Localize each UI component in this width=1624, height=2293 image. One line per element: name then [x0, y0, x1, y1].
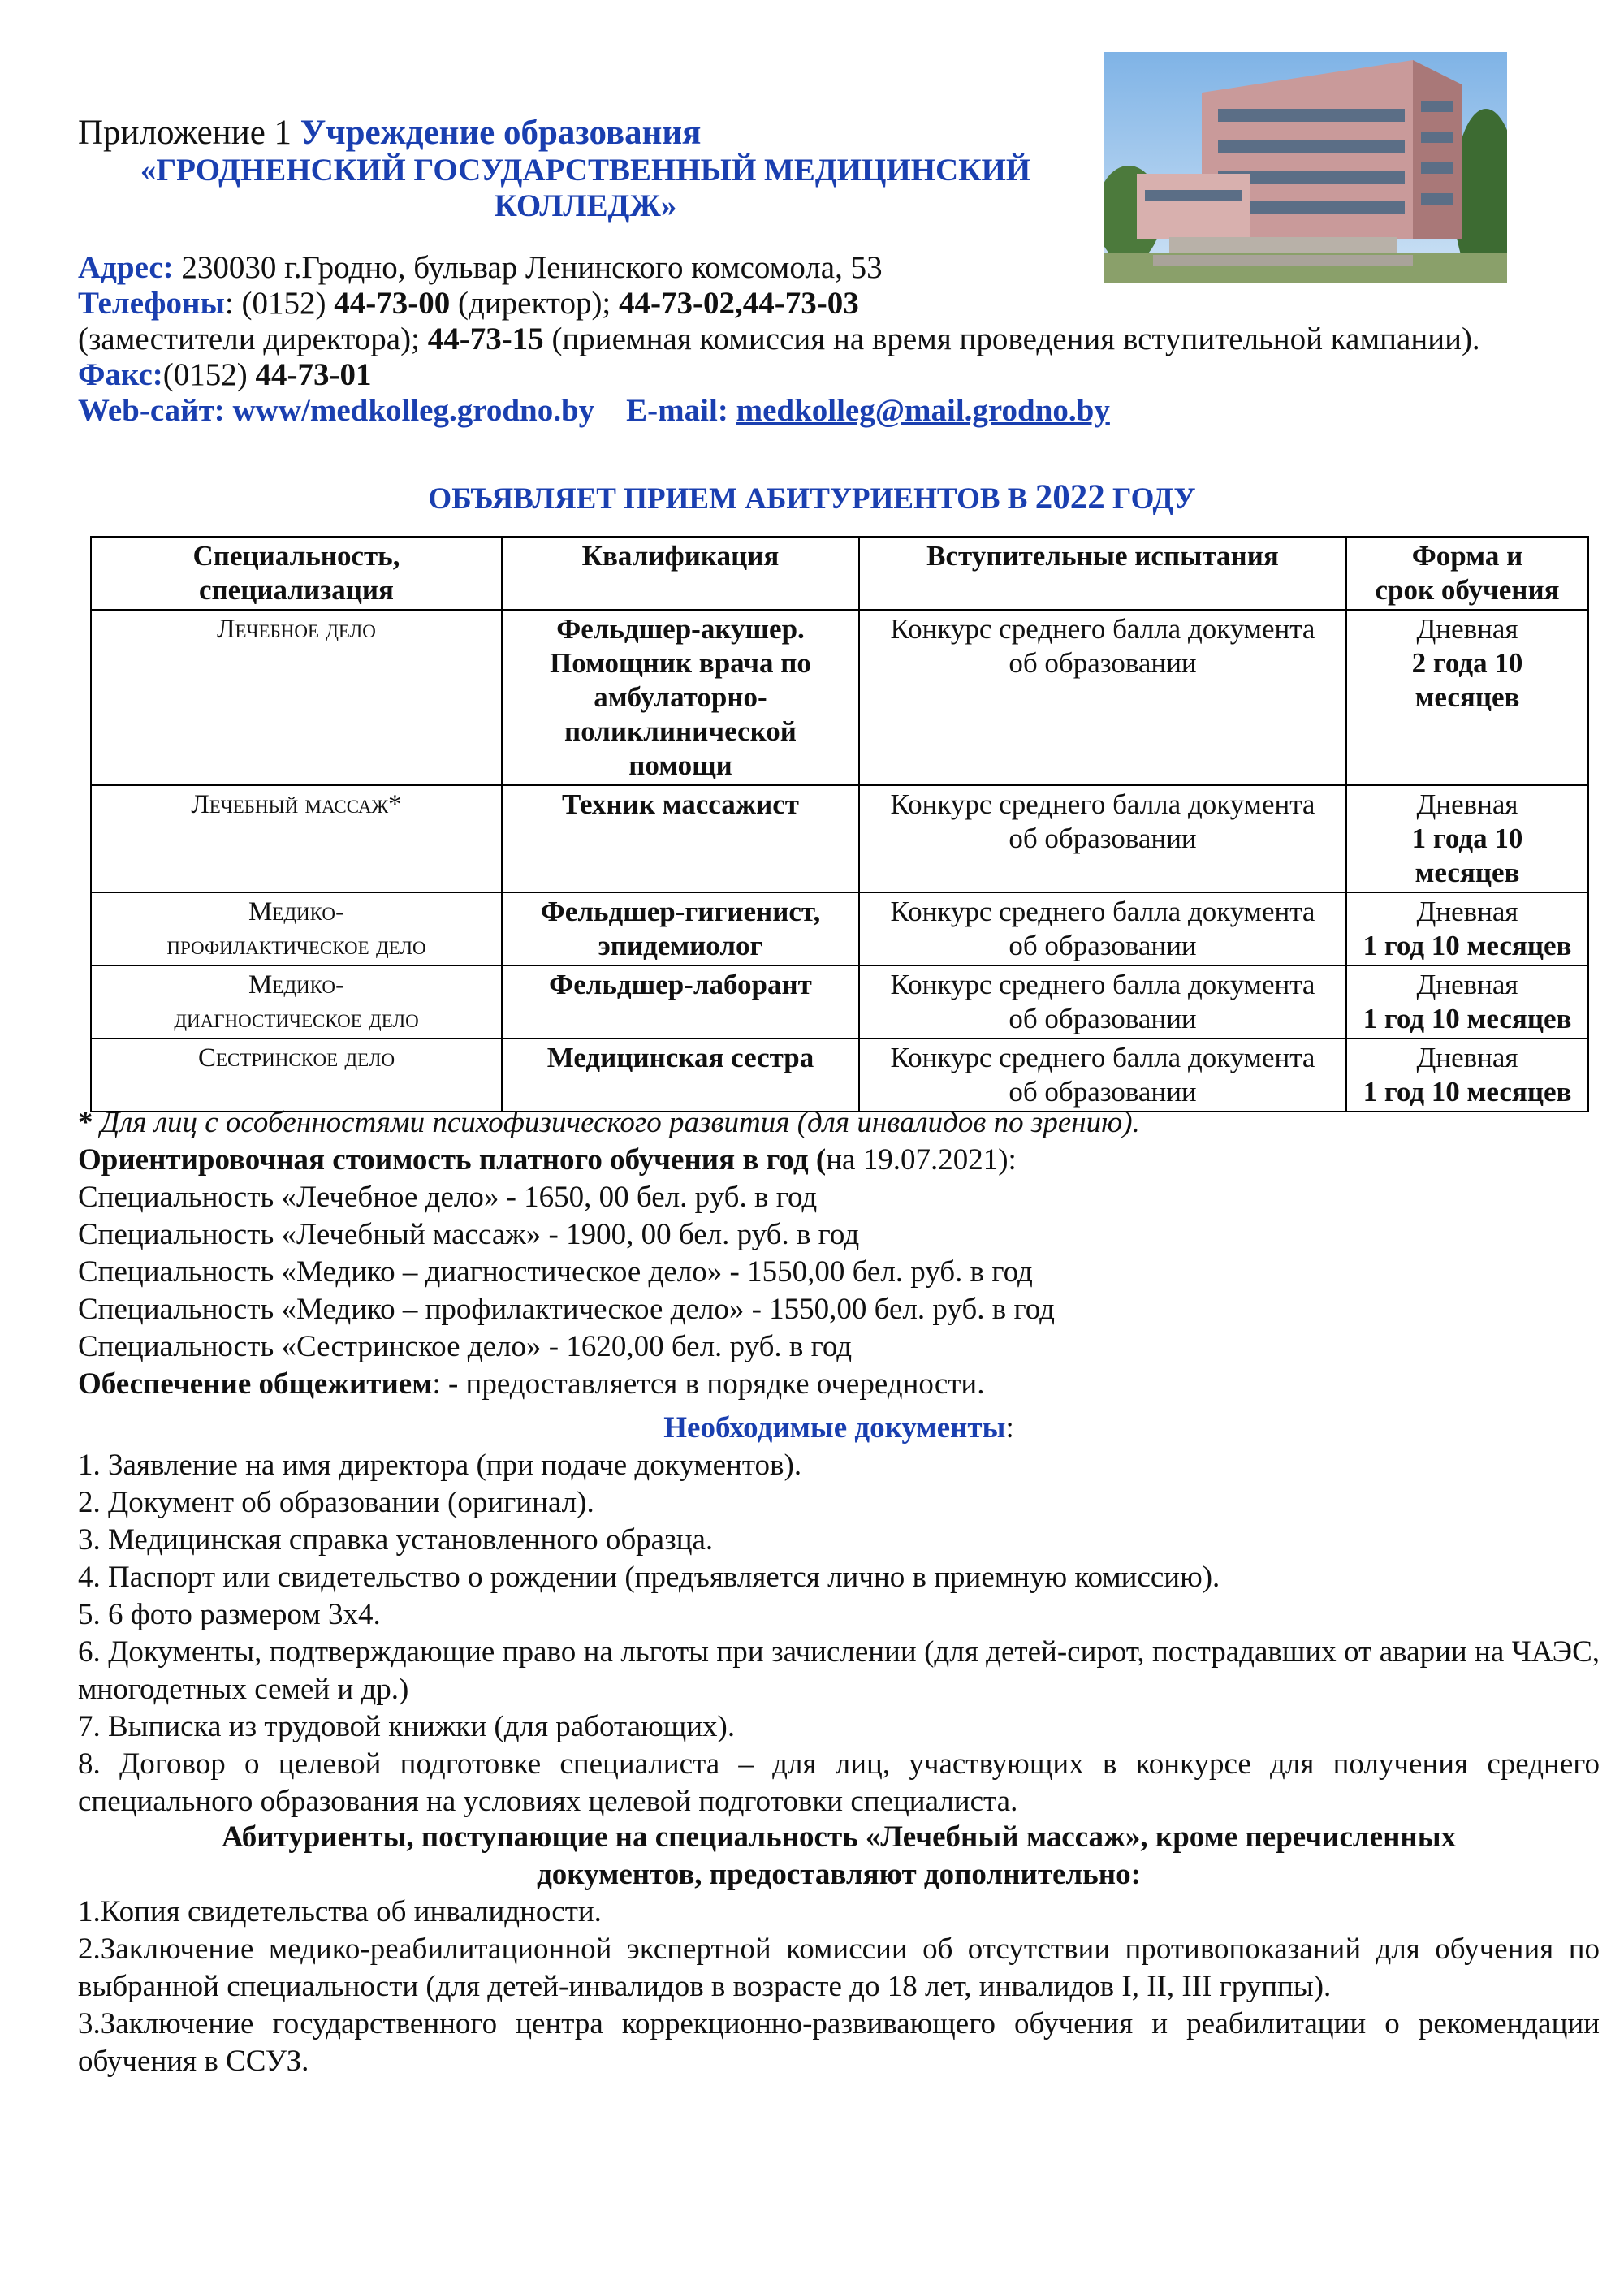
email-label: E-mail:	[626, 393, 736, 428]
cell-form	[1346, 785, 1588, 892]
email-link[interactable]: medkolleg@mail.grodno.by	[736, 393, 1110, 428]
header-form-line1: Форма и	[1411, 540, 1523, 572]
specialty-line1: Медико-	[248, 897, 345, 926]
announcement	[0, 477, 1624, 517]
contacts	[78, 250, 1588, 429]
duration-line: 1 года 10	[1411, 823, 1523, 854]
cell-exams	[859, 1039, 1346, 1112]
form-label: Дневная	[1416, 788, 1518, 820]
deputies-note: (заместители директора);	[78, 322, 428, 356]
duration-line: 1 год 10 месяцев	[1363, 1076, 1572, 1108]
cost-item: Специальность «Лечебный массаж» - 1900, 00 бел. руб. в год	[78, 1218, 860, 1251]
form-label: Дневная	[1416, 613, 1518, 645]
dorm-line	[78, 1366, 1600, 1403]
cost-item: Специальность «Лечебное дело» - 1650, 00 бел. руб. в год	[78, 1181, 818, 1214]
duration-line: 1 год 10 месяцев	[1363, 930, 1572, 961]
qualification-line: Техник массажист	[562, 788, 799, 820]
specialty-line1: Лечебное дело	[217, 615, 376, 644]
phone-director-note: (директор);	[450, 286, 620, 321]
website-label: Web-сайт:	[78, 393, 233, 428]
document-item: 6. Документы, подтверждающие право на льготы при зачислении (для детей-сирот, пострадавших от аварии на ЧАЭС, многодетных семей и др.)	[78, 1635, 1600, 1706]
duration-line: 2 года 10	[1411, 647, 1523, 679]
exam-line1: Конкурс среднего балла документа	[890, 969, 1315, 1000]
footnote	[78, 1104, 1600, 1142]
document-item: 7. Выписка из трудовой книжки (для работающих).	[78, 1710, 736, 1743]
phone-director: 44-73-00	[334, 286, 451, 321]
exam-line2: об образовании	[1009, 1076, 1197, 1108]
additional-item: 1.Копия свидетельства об инвалидности.	[78, 1895, 602, 1928]
header-form	[1346, 537, 1588, 610]
cell-form	[1346, 1039, 1588, 1112]
exam-line2: об образовании	[1009, 647, 1197, 679]
duration-line: месяцев	[1415, 681, 1520, 713]
specialty-line1: Сестринское дело	[197, 1043, 395, 1073]
header-qualification: Квалификация	[502, 537, 859, 610]
announcement-suffix: ГОДУ	[1104, 482, 1196, 516]
exam-line2: об образовании	[1009, 1003, 1197, 1034]
admission-note: (приемная комиссия на время проведения вступительной кампании).	[543, 322, 1480, 356]
form-label: Дневная	[1416, 1042, 1518, 1073]
document-item: 5. 6 фото размером 3х4.	[78, 1598, 381, 1631]
address-label: Адрес:	[78, 250, 174, 285]
address-line	[78, 250, 1588, 286]
web-line	[78, 393, 1588, 429]
header-specialty-line1: Специальность,	[192, 540, 400, 572]
college-name-line2: КОЛЛЕДЖ»	[494, 188, 677, 223]
documents-colon: :	[1005, 1411, 1014, 1444]
duration-line: месяцев	[1415, 857, 1520, 888]
cell-form	[1346, 965, 1588, 1039]
college-name-line1: «ГРОДНЕНСКИЙ ГОСУДАРСТВЕННЫЙ МЕДИЦИНСКИЙ	[140, 153, 1031, 188]
dorm-label: Обеспечение общежитием	[78, 1367, 433, 1401]
costs-section	[78, 1142, 1600, 1403]
additional-title-2: документов, предоставляют дополнительно:	[537, 1858, 1141, 1891]
header	[78, 114, 1093, 224]
exam-line2: об образовании	[1009, 930, 1197, 961]
cost-item: Специальность «Медико – диагностическое дело» - 1550,00 бел. руб. в год	[78, 1255, 1033, 1289]
form-label: Дневная	[1416, 896, 1518, 927]
exam-line2: об образовании	[1009, 823, 1197, 854]
footnote-text: Для лиц с особенностями психофизического развития (для инвалидов по зрению).	[93, 1106, 1140, 1139]
cost-item: Специальность «Сестринское дело» - 1620,00 бел. руб. в год	[78, 1330, 853, 1363]
table-row	[91, 610, 1588, 785]
phone-deputies: 44-73-02,44-73-03	[619, 286, 859, 321]
cell-exams	[859, 892, 1346, 965]
documents-title: Необходимые документы	[663, 1411, 1006, 1444]
documents-title-line	[78, 1410, 1600, 1447]
phones-prefix: : (0152)	[224, 286, 335, 321]
document-item: 4. Паспорт или свидетельство о рождении (предъявляется лично в приемную комиссию).	[78, 1561, 1220, 1594]
table-row	[91, 965, 1588, 1039]
specialty-line1: Медико-	[248, 970, 345, 1000]
address-value: 230030 г.Гродно, бульвар Ленинского комсомола, 53	[173, 250, 883, 285]
cost-item: Специальность «Медико – профилактическое дело» - 1550,00 бел. руб. в год	[78, 1293, 1055, 1326]
cell-exams	[859, 610, 1346, 785]
cell-qualification	[502, 1039, 859, 1112]
fax-prefix: (0152)	[162, 357, 256, 392]
cell-exams	[859, 785, 1346, 892]
title-line	[78, 114, 1093, 153]
phones-label: Телефоны	[78, 286, 225, 321]
documents-section	[78, 1410, 1600, 1820]
qualification-line: Помощник врача по	[550, 647, 811, 679]
costs-title-line	[78, 1142, 1600, 1179]
qualification-line: эпидемиолог	[598, 930, 763, 961]
form-label: Дневная	[1416, 969, 1518, 1000]
duration-line: 1 год 10 месяцев	[1363, 1003, 1572, 1034]
exam-line1: Конкурс среднего балла документа	[890, 613, 1315, 645]
institution-label: Учреждение образования	[300, 114, 702, 152]
cell-specialty	[91, 892, 502, 965]
qualification-line: амбулаторно-	[594, 681, 767, 713]
cell-qualification	[502, 892, 859, 965]
qualification-line: Фельдшер-лаборант	[549, 969, 812, 1000]
fax-line	[78, 357, 1588, 393]
footnote-star: *	[78, 1106, 93, 1139]
college-building-photo	[1104, 52, 1507, 283]
cell-specialty	[91, 610, 502, 785]
additional-section	[78, 1819, 1600, 2080]
cell-specialty	[91, 965, 502, 1039]
header-exams: Вступительные испытания	[859, 537, 1346, 610]
exam-line1: Конкурс среднего балла документа	[890, 1042, 1315, 1073]
website-link[interactable]: www/medkolleg.grodno.by	[232, 393, 595, 428]
document-item: 3. Медицинская справка установленного образца.	[78, 1523, 714, 1557]
additional-title-1: Абитуриенты, поступающие на специальность «Лечебный массаж», кроме перечисленных	[221, 1820, 1457, 1854]
cell-exams	[859, 965, 1346, 1039]
cell-specialty	[91, 785, 502, 892]
additional-item: 2.Заключение медико-реабилитационной экспертной комиссии об отсутствии противопоказаний для обучения по выбранной специальности (для детей-инвалидов в возрасте до 18 лет, инвалидов I, II, III группы).	[78, 1932, 1600, 2003]
cell-qualification	[502, 785, 859, 892]
phone-admission: 44-73-15	[427, 322, 544, 356]
document-item: 1. Заявление на имя директора (при подаче документов).	[78, 1449, 802, 1482]
costs-date: на 19.07.2021):	[826, 1143, 1017, 1177]
cell-qualification	[502, 610, 859, 785]
dorm-text: : - предоставляется в порядке очередности.	[432, 1367, 985, 1401]
table-row	[91, 892, 1588, 965]
cell-qualification	[502, 965, 859, 1039]
specialty-line1: Лечебный массаж*	[191, 790, 402, 819]
qualification-line: Медицинская сестра	[546, 1042, 814, 1073]
specialties-table	[90, 536, 1589, 1112]
qualification-line: поликлинической	[564, 715, 797, 747]
additional-item: 3.Заключение государственного центра коррекционно-развивающего обучения и реабилитации о рекомендации обучения в ССУЗ.	[78, 2007, 1600, 2078]
cell-form	[1346, 892, 1588, 965]
cell-specialty	[91, 1039, 502, 1112]
table-row	[91, 1039, 1588, 1112]
qualification-line: Фельдшер-гигиенист,	[540, 896, 821, 927]
appendix-label: Приложение 1	[78, 114, 292, 152]
fax-label: Факс:	[78, 357, 163, 392]
header-form-line2: срок обучения	[1375, 574, 1560, 606]
announcement-text: ОБЪЯВЛЯЕТ ПРИЕМ АБИТУРИЕНТОВ В	[428, 482, 1035, 516]
exam-line1: Конкурс среднего балла документа	[890, 788, 1315, 820]
announcement-year: 2022	[1034, 478, 1105, 516]
header-specialty	[91, 537, 502, 610]
document-item: 2. Документ об образовании (оригинал).	[78, 1486, 594, 1519]
cell-form	[1346, 610, 1588, 785]
table-header-row	[91, 537, 1588, 610]
header-specialty-line2: специализация	[198, 574, 394, 606]
costs-title: Ориентировочная стоимость платного обучения в год (	[78, 1143, 827, 1177]
qualification-line: помощи	[628, 749, 732, 781]
specialty-line2: профилактическое дело	[166, 931, 426, 961]
document-item: 8. Договор о целевой подготовке специалиста – для лиц, участвующих в конкурсе для получения среднего специального образования на условиях целевой подготовки специалиста.	[78, 1747, 1600, 1818]
phones-line-2	[78, 322, 1588, 357]
phones-line	[78, 286, 1588, 322]
specialty-line2: диагностическое дело	[174, 1004, 419, 1034]
exam-line1: Конкурс среднего балла документа	[890, 896, 1315, 927]
qualification-line: Фельдшер-акушер.	[556, 613, 805, 645]
fax-number: 44-73-01	[255, 357, 372, 392]
table-row	[91, 785, 1588, 892]
